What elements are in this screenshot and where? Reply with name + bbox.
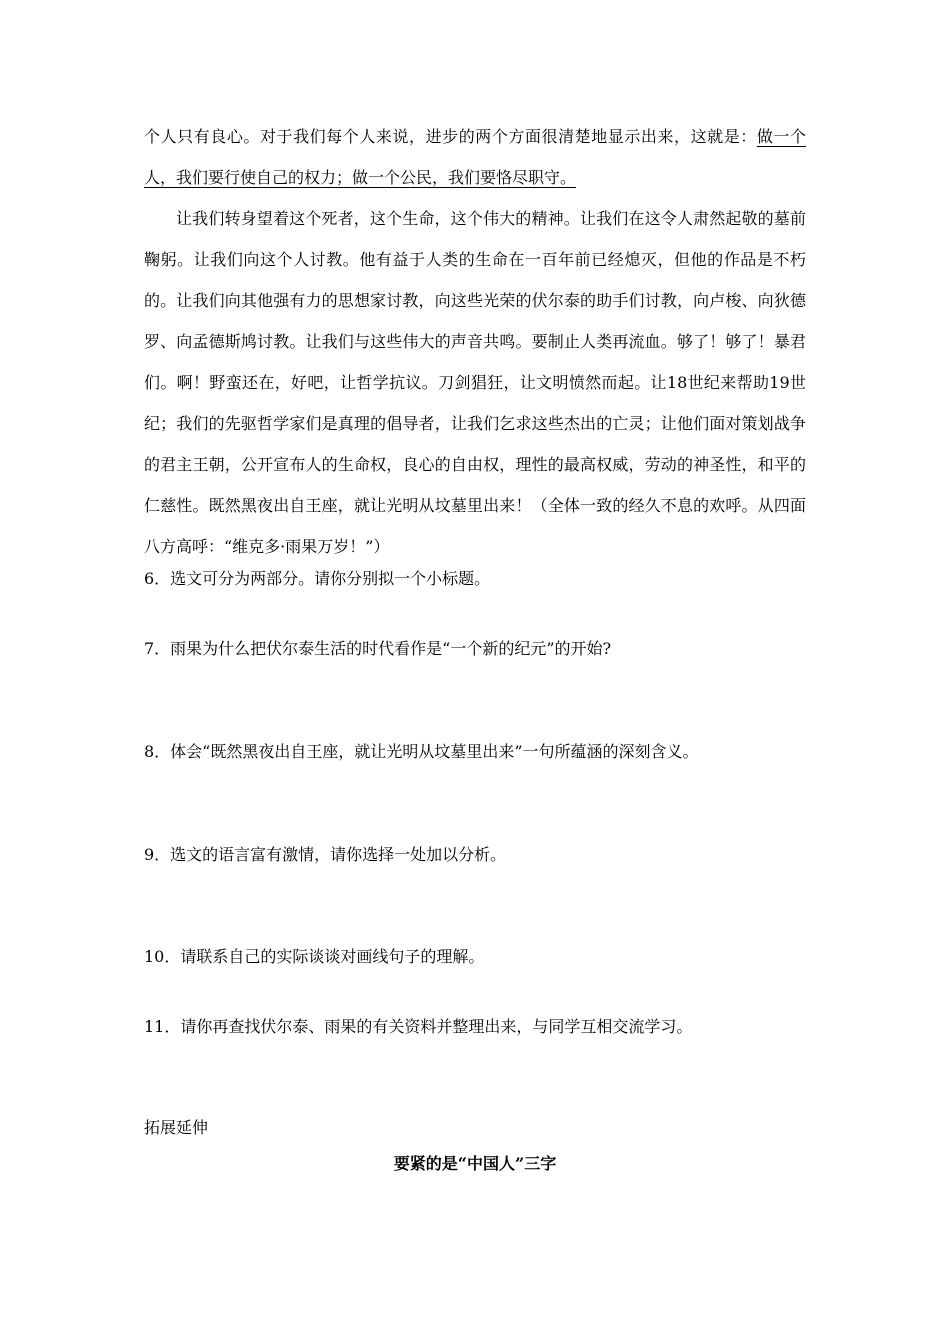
underlined-sentence: 做一个人，我们要行使自己的权力；做一个公民，我们要恪尽职守。	[144, 127, 806, 187]
passage-intro-paragraph	[144, 116, 806, 198]
question-8: 8．体会“既然黑夜出自王座，就让光明从坟墓里出来”一句所蕴涵的深刻含义。	[144, 742, 699, 761]
question-11: 11．请你再查找伏尔泰、雨果的有关资料并整理出来，与同学互相交流学习。	[144, 1017, 693, 1036]
extension-section-label: 拓展延伸	[144, 1118, 209, 1137]
question-7: 7．雨果为什么把伏尔泰生活的时代看作是“一个新的纪元”的开始?	[144, 639, 612, 658]
question-10: 10．请联系自己的实际谈谈对画线句子的理解。	[144, 947, 485, 966]
passage-main-paragraph: 让我们转身望着这个死者，这个生命，这个伟大的精神。让我们在这令人肃然起敬的墓前鞠躬。让我们向这个人讨教。他有益于人类的生命在一百年前已经熄灭，但他的作品是不朽的。让我们向其他强有力的思想家讨教，向这些光荣的伏尔泰的助手们讨教，向卢梭、向狄德罗、向孟德斯鸠讨教。让我们与这些伟大的声音共鸣。要制止人类再流血。够了！够了！暴君们。啊！野蛮还在，好吧，让哲学抗议。刀剑猖狂，让文明愤然而起。让18世纪来帮助19世纪；我们的先驱哲学家们是真理的倡导者，让我们乞求这些杰出的亡灵；让他们面对策划战争的君主王朝，公开宣布人的生命权，良心的自由权，理性的最高权威，劳动的神圣性，和平的仁慈性。既然黑夜出自王座，就让光明从坟墓里出来！（全体一致的经久不息的欢呼。从四面八方高呼：“维克多·雨果万岁！”）	[144, 209, 806, 556]
passage-intro-text: 个人只有良心。对于我们每个人来说，进步的两个方面很清楚地显示出来，这就是：	[144, 127, 757, 146]
question-6: 6．选文可分为两部分。请你分别拟一个小标题。	[144, 569, 491, 588]
question-9: 9．选文的语言富有激情，请你选择一处加以分析。	[144, 845, 507, 864]
extension-article-title: 要紧的是“中国人”三字	[393, 1154, 557, 1173]
